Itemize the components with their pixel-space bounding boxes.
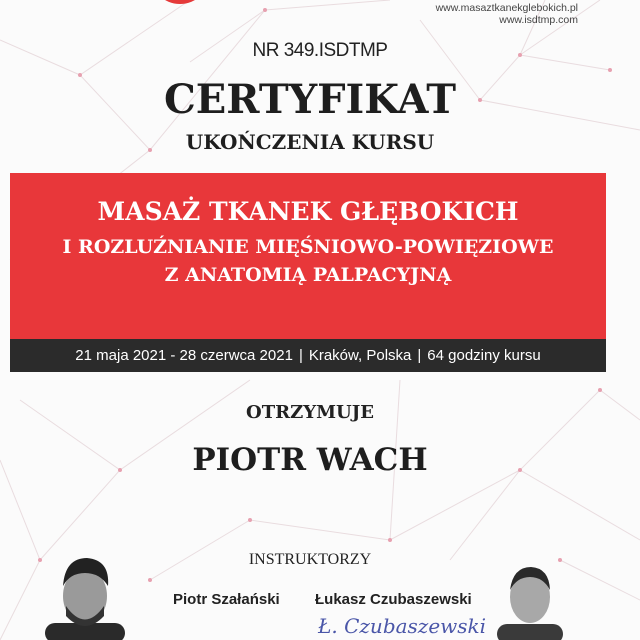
instructor-name: Łukasz Czubaszewski (315, 591, 472, 608)
instructor-photo-right (495, 562, 565, 640)
receives-label: OTRZYMUJE (246, 402, 374, 423)
contact-info (436, 2, 578, 26)
instructor-name: Piotr Szałański (173, 591, 280, 608)
course-details-band (10, 339, 606, 372)
website-link: www.masaztkanekglebokich.pl (435, 2, 578, 14)
course-title-line: MASAŻ TKANEK GŁĘBOKICH (97, 197, 519, 226)
separator: | (417, 347, 422, 364)
course-title-line: I ROZLUŹNIANIE MIĘŚNIOWO-POWIĘZIOWE (62, 236, 554, 258)
course-location: Kraków, Polska (308, 347, 412, 364)
course-dates: 21 maja 2021 - 28 czerwca 2021 (75, 347, 293, 364)
instructors-label: INSTRUKTORZY (248, 551, 372, 568)
course-title-band (10, 173, 606, 339)
certificate-number: NR 349.ISDTMP (252, 40, 388, 61)
course-title-line: Z ANATOMIĄ PALPACYJNĄ (164, 264, 452, 286)
separator: | (298, 347, 303, 364)
instructor-signature: Ł. Czubaszewski (318, 614, 487, 638)
website-link: www.isdtmp.com (499, 14, 578, 26)
certificate-subtitle: UKOŃCZENIA KURSU (185, 130, 435, 154)
certificate-title: CERTYFIKAT (163, 76, 457, 123)
recipient-name: PIOTR WACH (192, 442, 428, 478)
course-hours: 64 godziny kursu (427, 347, 541, 364)
